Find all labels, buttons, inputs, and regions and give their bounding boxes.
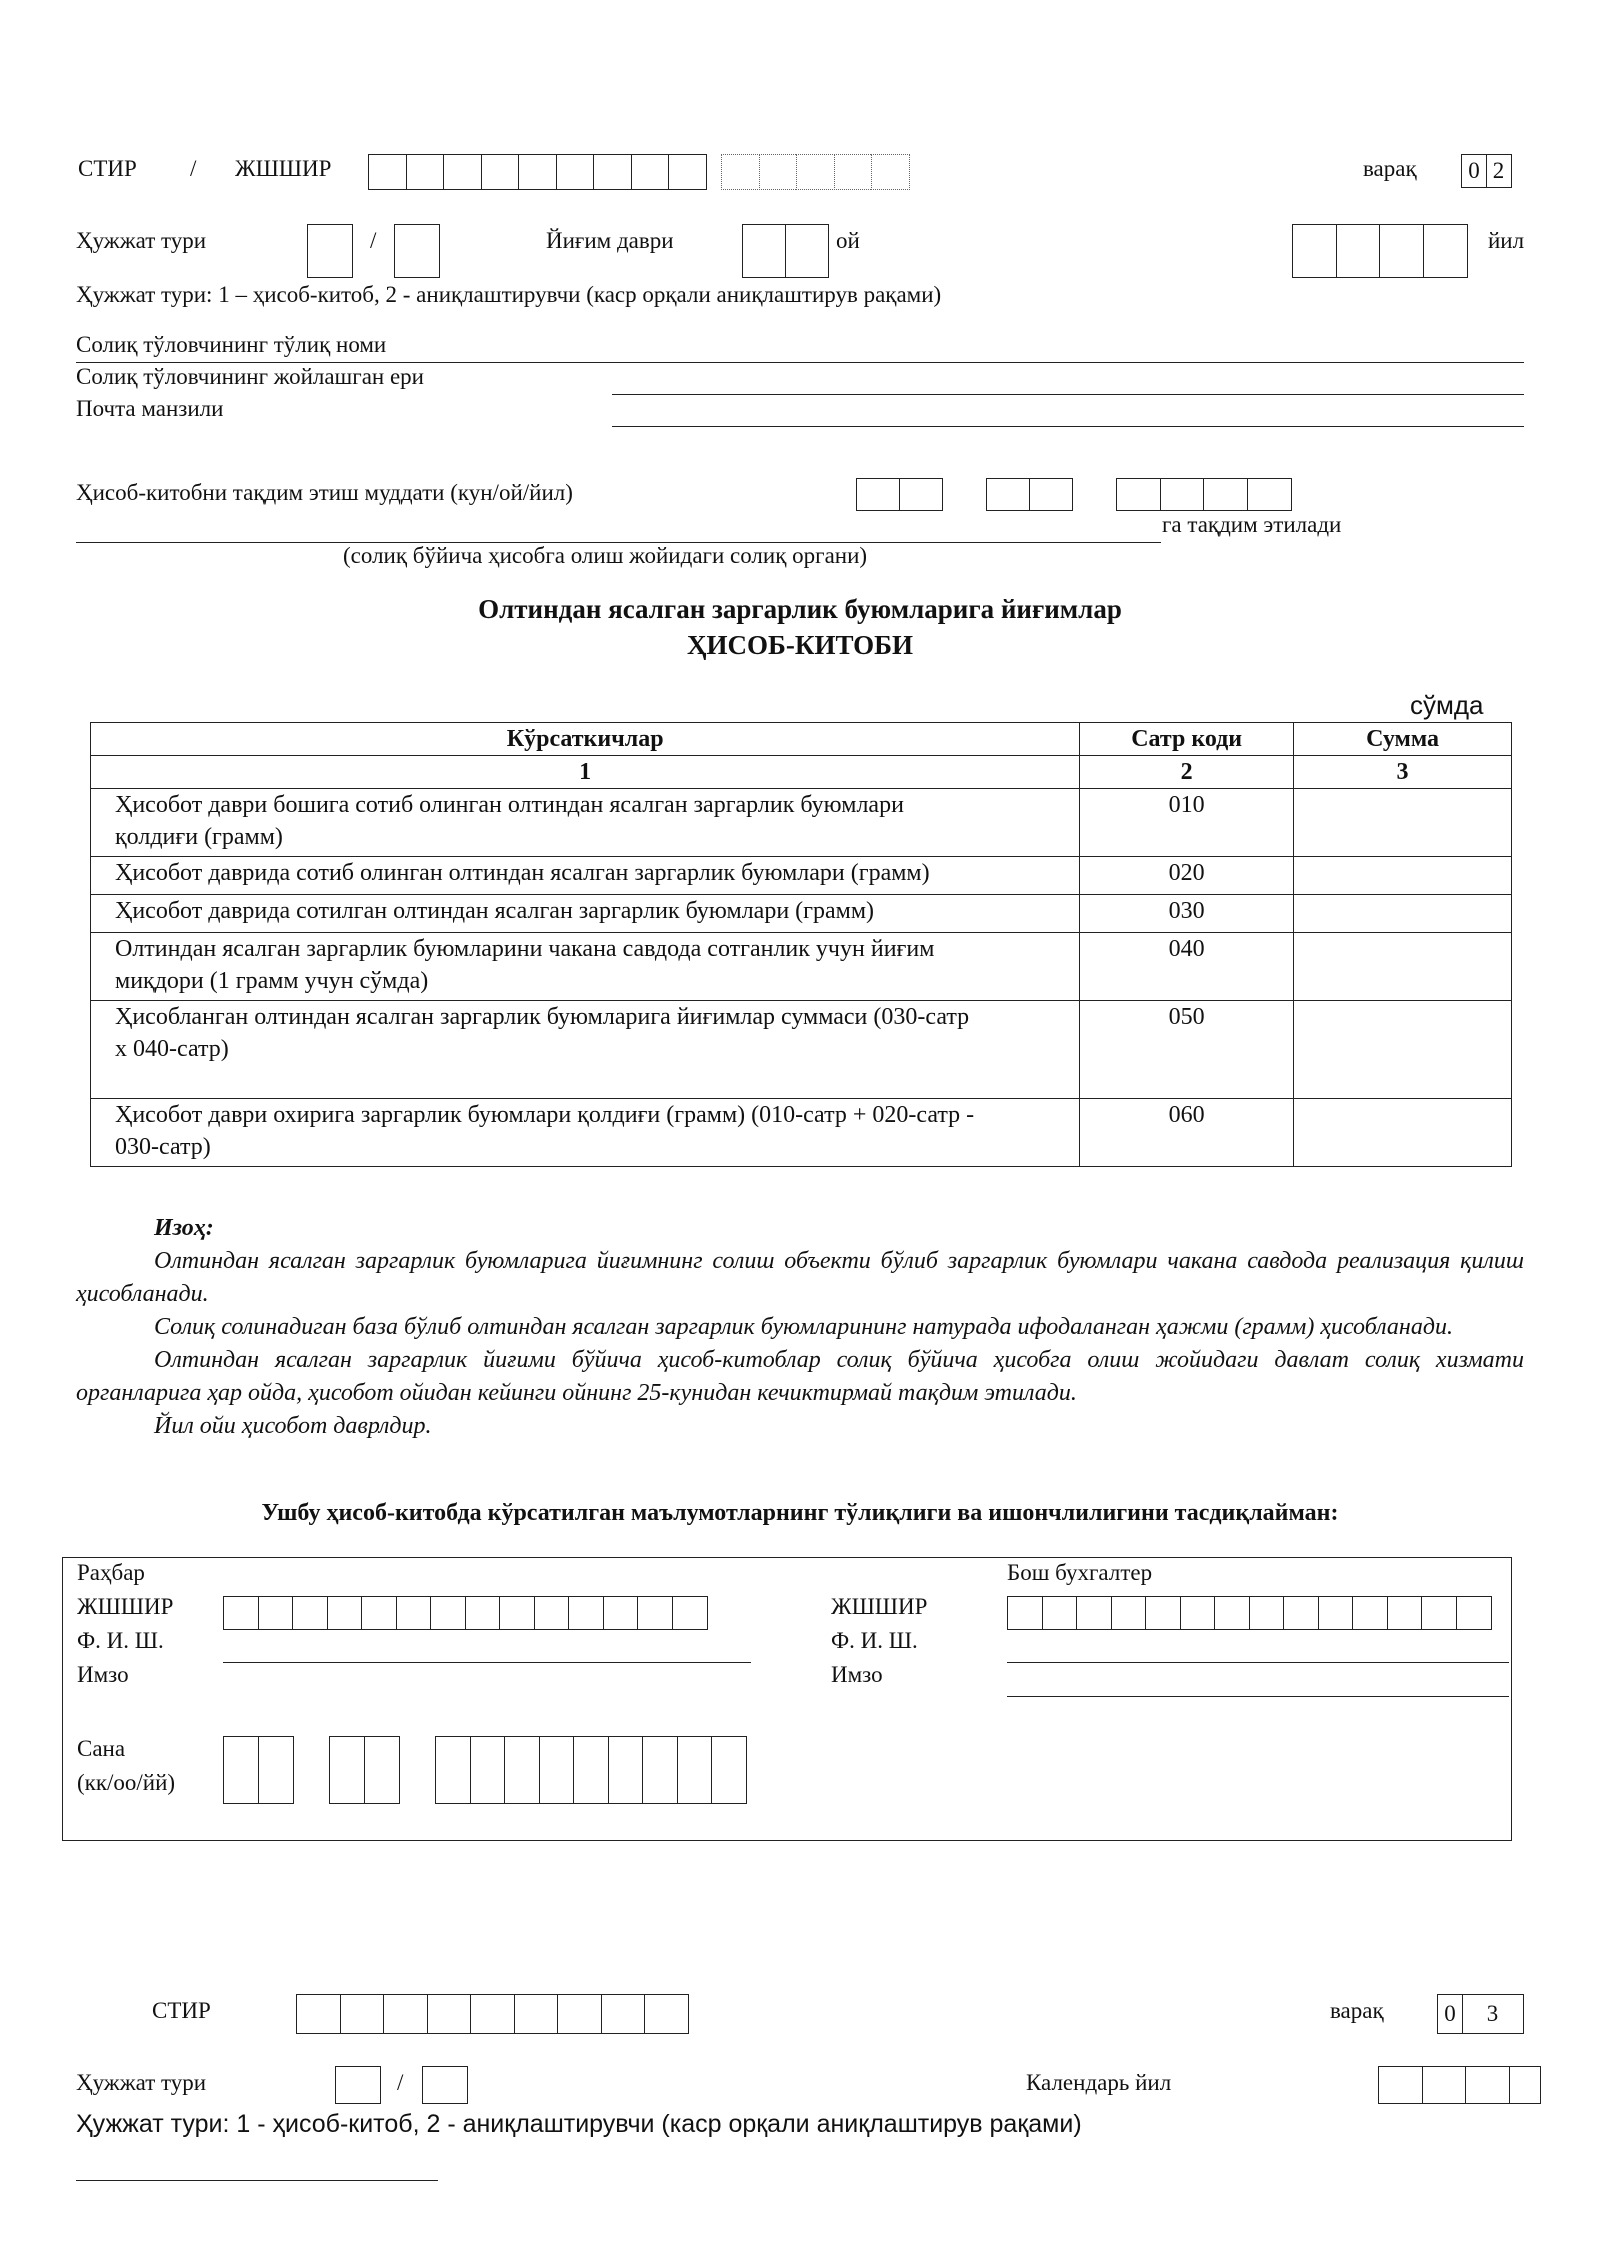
payer-full-name-line[interactable] bbox=[76, 362, 1524, 363]
indicator-text: Ҳисобланган олтиндан ясалган заргарлик буюмларига йиғимлар суммаси (030-сатр bbox=[115, 1004, 970, 1030]
postal-address-label: Почта манзили bbox=[76, 396, 224, 421]
doc-type-correction-cell[interactable] bbox=[394, 224, 440, 278]
column-number: 3 bbox=[1294, 756, 1512, 789]
indicator-cell bbox=[91, 789, 1080, 857]
page2-stir-label: СТИР bbox=[152, 1998, 211, 2023]
indicator-text: Олтиндан ясалган заргарлик буюмларини чакана савдода сотганлик учун йиғим bbox=[115, 936, 935, 962]
varaq-digit: 0 bbox=[1461, 154, 1487, 188]
accountant-sign-line[interactable] bbox=[1007, 1696, 1509, 1697]
column-number: 2 bbox=[1080, 756, 1294, 789]
notes-block bbox=[76, 1212, 1524, 1443]
page2-doc-type-note: Ҳужжат тури: 1 - ҳисоб-китоб, 2 - аниқлаштирувчи (каср орқали аниқлаштирув рақами) bbox=[76, 2110, 1082, 2138]
indicator-text: Ҳисобот даврида сотилган олтиндан ясалган заргарлик буюмлари (грамм) bbox=[115, 898, 875, 924]
page2-doc-type-cell[interactable] bbox=[335, 2066, 381, 2104]
page2-year-cells[interactable] bbox=[1378, 2066, 1541, 2104]
column-header: Сатр коди bbox=[1080, 723, 1294, 756]
period-label: Йиғим даври bbox=[546, 228, 674, 253]
date-year-cells[interactable] bbox=[435, 1736, 747, 1804]
indicator-text: Ҳисобот даврида сотиб олинган олтиндан ясалган заргарлик буюмлари (грамм) bbox=[115, 860, 930, 886]
indicator-cell bbox=[91, 1099, 1080, 1167]
table-row bbox=[91, 895, 1512, 933]
payer-full-name-label: Солиқ тўловчининг тўлиқ номи bbox=[76, 332, 387, 357]
table-row bbox=[91, 1001, 1512, 1099]
table-header-row bbox=[91, 723, 1512, 756]
note-paragraph: Олтиндан ясалган заргарлик буюмларига йиғимнинг солиш объекти бўлиб заргарлик буюмлари чакана савдода реализация қилиш ҳисобланади. bbox=[76, 1248, 1524, 1307]
doc-type-cell[interactable] bbox=[307, 224, 353, 278]
form-title-main: ҲИСОБ-КИТОБИ bbox=[687, 630, 913, 660]
note-paragraph: Солиқ солинадиган база бўлиб олтиндан ясалган заргарлик буюмларининг натурада ифодаланган ҳажми (грамм) ҳисобланади. bbox=[154, 1314, 1453, 1340]
note-paragraph: Олтиндан ясалган заргарлик йиғими бўйича ҳисоб-китоблар солиқ бўйича ҳисобга олиш жойидаги давлат солиқ хизмати органларига ҳар ойда, ҳисобот ойидан кейинги ойнинг 25-кунидан кечиктирмай тақдим этилади. bbox=[76, 1347, 1524, 1406]
varaq-label: варақ bbox=[1363, 156, 1417, 181]
head-label: Раҳбар bbox=[77, 1560, 145, 1585]
page2-doc-type-correction-cell[interactable] bbox=[422, 2066, 468, 2104]
indicator-text: x 040-сатр) bbox=[115, 1036, 229, 1062]
page2-calendar-year-label: Календарь йил bbox=[1026, 2070, 1172, 2095]
page2-stir-cells[interactable] bbox=[296, 1994, 689, 2034]
page2-doc-type-label: Ҳужжат тури bbox=[76, 2070, 207, 2095]
page2-footnote-line bbox=[76, 2180, 438, 2181]
month-label: ой bbox=[836, 228, 860, 253]
table-number-row bbox=[91, 756, 1512, 789]
sum-input[interactable] bbox=[1294, 1001, 1512, 1099]
sum-input[interactable] bbox=[1294, 857, 1512, 895]
page2-varaq-label: варақ bbox=[1330, 1998, 1384, 2023]
accountant-fio-label: Ф. И. Ш. bbox=[831, 1628, 918, 1653]
head-fio-label: Ф. И. Ш. bbox=[77, 1628, 164, 1653]
head-fio-line[interactable] bbox=[223, 1662, 751, 1663]
deadline-month-cells[interactable] bbox=[986, 478, 1073, 511]
period-year-cells[interactable] bbox=[1292, 224, 1468, 278]
accountant-fio-line[interactable] bbox=[1007, 1662, 1509, 1663]
deadline-day-cells[interactable] bbox=[856, 478, 943, 511]
table-row bbox=[91, 1099, 1512, 1167]
year-label: йил bbox=[1488, 228, 1525, 253]
date-label: Сана bbox=[77, 1736, 126, 1761]
column-header: Кўрсаткичлар bbox=[91, 723, 1080, 756]
indicator-cell bbox=[91, 933, 1080, 1001]
head-sign-label: Имзо bbox=[77, 1662, 129, 1687]
tax-authority-caption: (солиқ бўйича ҳисобга олиш жойидаги солиқ органи) bbox=[343, 543, 868, 568]
page2-doc-type-slash: / bbox=[397, 2070, 404, 2095]
jshshir-extra-cells[interactable] bbox=[721, 154, 910, 190]
indicator-cell bbox=[91, 895, 1080, 933]
signature-block bbox=[62, 1557, 1512, 1841]
indicator-text: Ҳисобот даври бошига сотиб олинган олтиндан ясалган заргарлик буюмлари bbox=[115, 792, 904, 818]
submitted-to-label: га тақдим этилади bbox=[1162, 512, 1342, 537]
accountant-jshshir-label: ЖШШИР bbox=[831, 1594, 928, 1619]
row-code: 050 bbox=[1080, 1001, 1294, 1099]
period-month-cells[interactable] bbox=[742, 224, 829, 278]
column-header: Сумма bbox=[1294, 723, 1512, 756]
page2-varaq-digit: 0 bbox=[1437, 1994, 1463, 2034]
date-format-label: (кк/оо/йй) bbox=[77, 1770, 176, 1795]
table-row bbox=[91, 933, 1512, 1001]
jshshir-label: ЖШШИР bbox=[235, 156, 332, 181]
deadline-year-cells[interactable] bbox=[1116, 478, 1292, 511]
payer-location-line[interactable] bbox=[612, 394, 1524, 395]
table-row bbox=[91, 857, 1512, 895]
postal-address-line[interactable] bbox=[612, 426, 1524, 427]
stir-label: СТИР bbox=[78, 156, 137, 181]
doc-type-label: Ҳужжат тури bbox=[76, 228, 207, 253]
indicators-table bbox=[90, 722, 1512, 1167]
indicator-cell bbox=[91, 857, 1080, 895]
stir-slash: / bbox=[190, 156, 197, 181]
stir-input-cells[interactable] bbox=[368, 154, 707, 190]
row-code: 020 bbox=[1080, 857, 1294, 895]
sum-input[interactable] bbox=[1294, 1099, 1512, 1167]
indicator-text: миқдори (1 грамм учун сўмда) bbox=[115, 968, 429, 994]
doc-type-slash: / bbox=[370, 228, 377, 253]
date-day-cells[interactable] bbox=[223, 1736, 294, 1804]
accountant-sign-label: Имзо bbox=[831, 1662, 883, 1687]
row-code: 040 bbox=[1080, 933, 1294, 1001]
column-number: 1 bbox=[91, 756, 1080, 789]
head-jshshir-label: ЖШШИР bbox=[77, 1594, 174, 1619]
varaq-digit: 2 bbox=[1486, 154, 1512, 188]
notes-heading: Изоҳ: bbox=[154, 1215, 214, 1241]
indicator-text: Ҳисобот даври охирига заргарлик буюмлари қолдиғи (грамм) (010-сатр + 020-сатр - bbox=[115, 1102, 975, 1128]
accountant-jshshir-cells[interactable] bbox=[1007, 1596, 1492, 1630]
table-row bbox=[91, 789, 1512, 857]
head-jshshir-cells[interactable] bbox=[223, 1596, 708, 1630]
page2-varaq-cells bbox=[1437, 1994, 1524, 2034]
row-code: 010 bbox=[1080, 789, 1294, 857]
indicator-text: 030-сатр) bbox=[115, 1134, 211, 1160]
indicator-cell bbox=[91, 1001, 1080, 1099]
form-title: Олтиндан ясалган заргарлик буюмларига йиғимлар bbox=[478, 594, 1122, 624]
payer-location-label: Солиқ тўловчининг жойлашган ери bbox=[76, 364, 424, 389]
chief-accountant-label: Бош бухгалтер bbox=[1007, 1560, 1153, 1585]
sum-input[interactable] bbox=[1294, 789, 1512, 857]
confirmation-statement: Ушбу ҳисоб-китобда кўрсатилган маълумотларнинг тўлиқлиги ва ишончлилигини тасдиқлайман: bbox=[261, 1500, 1339, 1526]
units-label: сўмда bbox=[1410, 690, 1484, 720]
date-month-cells[interactable] bbox=[329, 1736, 400, 1804]
varaq-number-cells bbox=[1461, 154, 1512, 188]
row-code: 060 bbox=[1080, 1099, 1294, 1167]
doc-type-note: Ҳужжат тури: 1 – ҳисоб-китоб, 2 - аниқлаштирувчи (каср орқали аниқлаштирув рақами) bbox=[76, 282, 942, 307]
page2-varaq-digit: 3 bbox=[1462, 1994, 1524, 2034]
row-code: 030 bbox=[1080, 895, 1294, 933]
sum-input[interactable] bbox=[1294, 895, 1512, 933]
sum-input[interactable] bbox=[1294, 933, 1512, 1001]
indicator-text: қолдиғи (грамм) bbox=[115, 824, 283, 850]
deadline-label: Ҳисоб-китобни тақдим этиш муддати (кун/ой/йил) bbox=[76, 480, 573, 505]
note-paragraph: Йил ойи ҳисобот даврлдир. bbox=[154, 1413, 432, 1439]
